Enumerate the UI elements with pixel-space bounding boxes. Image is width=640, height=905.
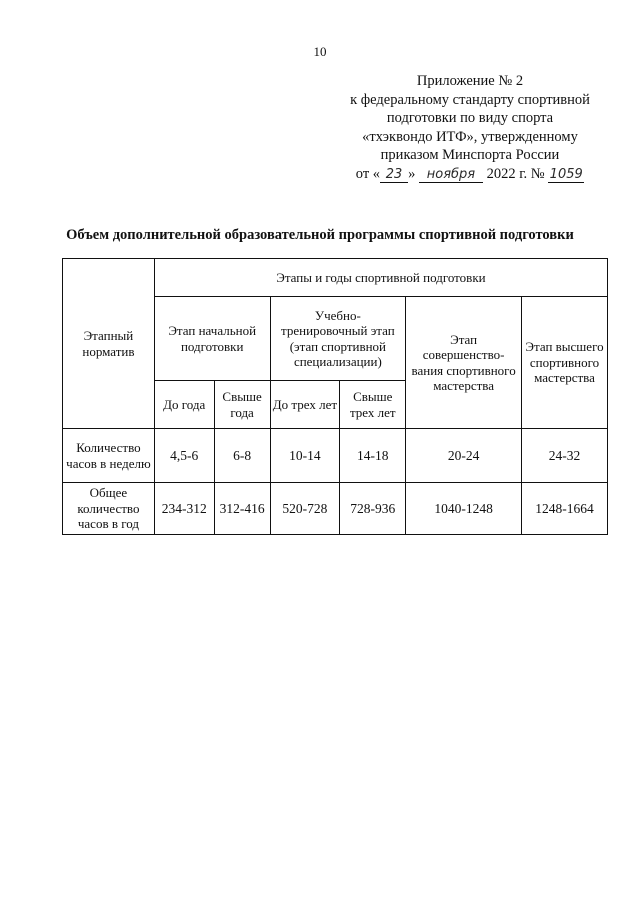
table-cell: 6-8 bbox=[214, 429, 270, 483]
stage-training: Учебно-тренировочный этап (этап спортивной специализации) bbox=[270, 297, 406, 381]
appendix-line: к федеральному стандарту спортивной bbox=[350, 91, 590, 108]
table-header-row bbox=[63, 259, 608, 297]
table-row bbox=[63, 429, 608, 483]
order-date-line bbox=[330, 165, 610, 184]
appendix-header bbox=[330, 72, 610, 183]
handwritten-order-number: 1059 bbox=[549, 166, 583, 182]
stage-improvement: Этап совершенство-вания спортивного мастерства bbox=[406, 297, 522, 429]
table-cell: 4,5-6 bbox=[154, 429, 214, 483]
row-header-label: Этапный норматив bbox=[63, 259, 155, 429]
table-cell: 1248-1664 bbox=[522, 483, 608, 535]
date-mid: » bbox=[408, 165, 419, 182]
program-volume-table bbox=[62, 258, 608, 535]
table-cell: 1040-1248 bbox=[406, 483, 522, 535]
sub-initial-1: До года bbox=[154, 381, 214, 429]
handwritten-month: ноября bbox=[419, 168, 483, 183]
table-cell: 728-936 bbox=[340, 483, 406, 535]
table-cell: 234-312 bbox=[154, 483, 214, 535]
table-cell: 520-728 bbox=[270, 483, 340, 535]
table-cell: 312-416 bbox=[214, 483, 270, 535]
table-cell: 24-32 bbox=[522, 429, 608, 483]
row-label: Общее количество часов в год bbox=[63, 483, 155, 535]
row-label: Количество часов в неделю bbox=[63, 429, 155, 483]
appendix-line: Приложение № 2 bbox=[416, 73, 524, 89]
table-cell: 20-24 bbox=[406, 429, 522, 483]
stage-initial: Этап начальной подготовки bbox=[154, 297, 270, 381]
appendix-line: приказом Минспорта России bbox=[380, 147, 560, 163]
table-row bbox=[63, 483, 608, 535]
date-prefix: от « bbox=[355, 165, 381, 182]
table-cell: 10-14 bbox=[270, 429, 340, 483]
stage-higher: Этап высшего спортивного мастерства bbox=[522, 297, 608, 429]
group-header: Этапы и годы спортивной подготовки bbox=[154, 259, 607, 297]
sub-initial-2: Свыше года bbox=[214, 381, 270, 429]
date-year: 2022 г. № bbox=[482, 165, 549, 182]
handwritten-day: 23 bbox=[380, 168, 408, 183]
appendix-line: «тхэквондо ИТФ», утвержденному bbox=[362, 128, 578, 145]
page-number: 10 bbox=[313, 44, 327, 59]
appendix-line: подготовки по виду спорта bbox=[386, 110, 554, 126]
document-title: Объем дополнительной образовательной программы спортивной подготовки bbox=[66, 227, 574, 243]
sub-training-2: Свыше трех лет bbox=[340, 381, 406, 429]
sub-training-1: До трех лет bbox=[270, 381, 340, 429]
table-cell: 14-18 bbox=[340, 429, 406, 483]
